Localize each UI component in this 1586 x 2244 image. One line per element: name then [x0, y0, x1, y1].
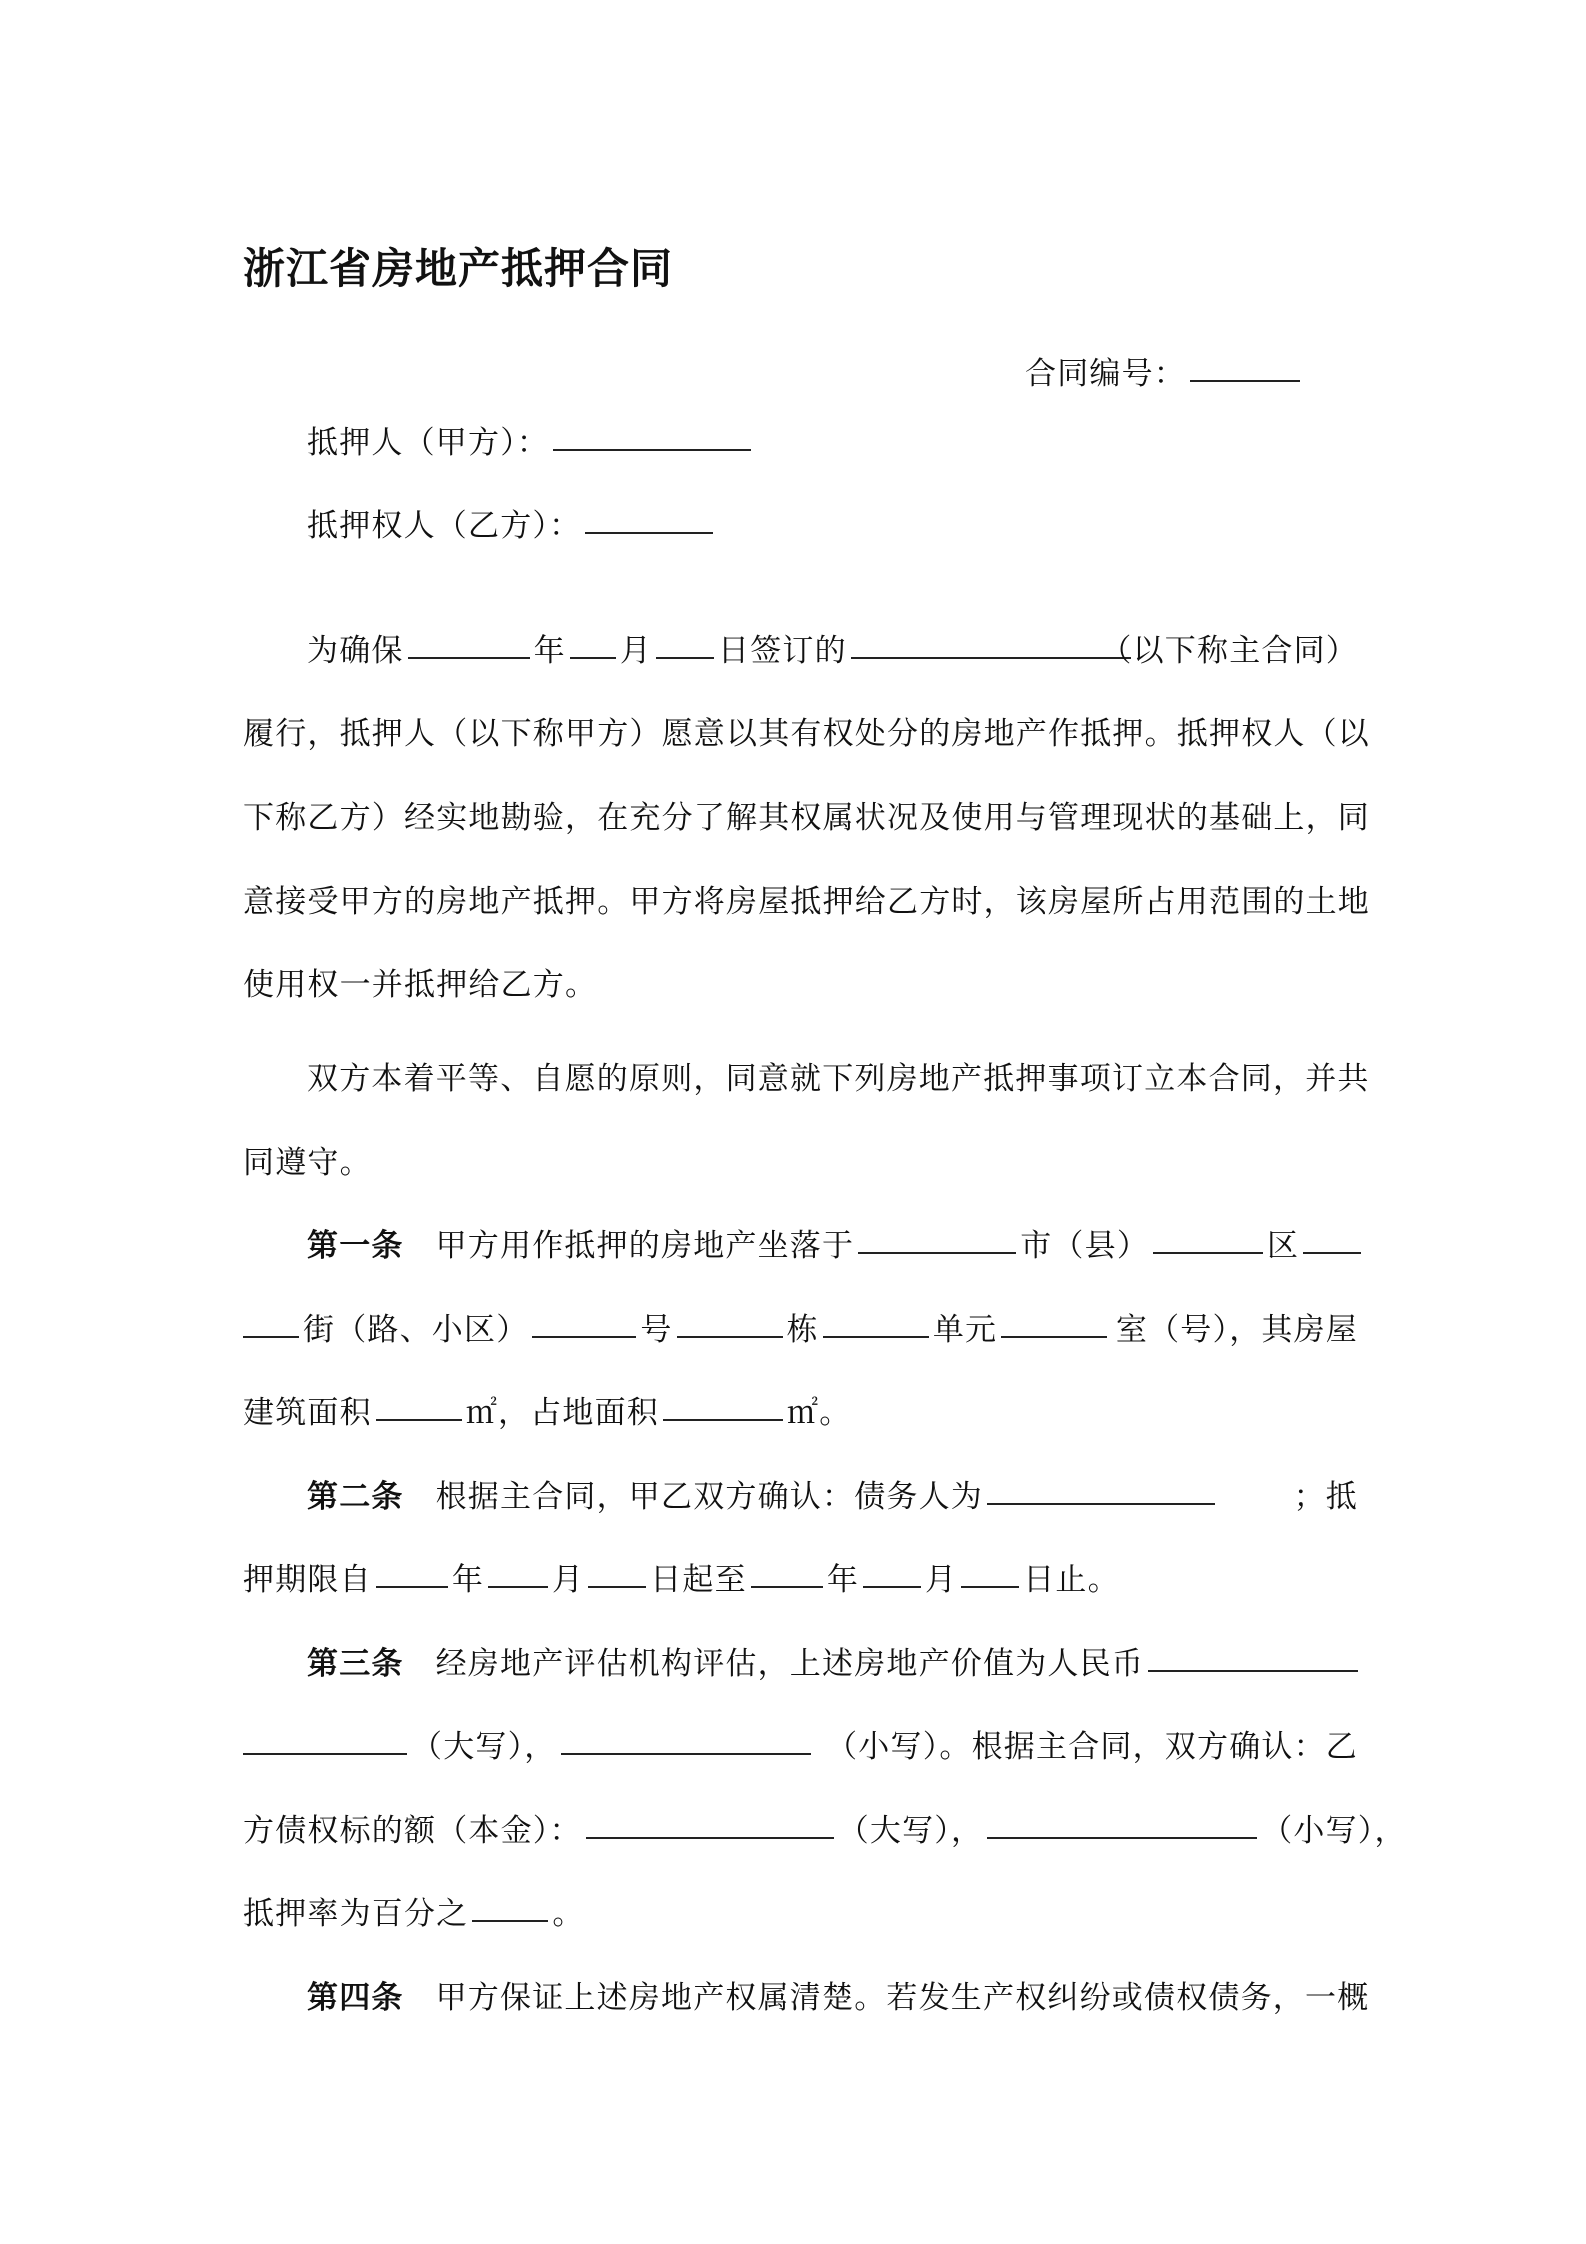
sign-month-blank[interactable]: [570, 633, 616, 659]
text-segment: 年: [533, 633, 566, 669]
para2-line1: 双方本着平等、自愿的原则，同意就下列房地产抵押事项订立本合同，并共: [307, 1061, 1370, 1097]
end-year-blank[interactable]: [751, 1562, 823, 1588]
text-segment: 年: [826, 1562, 860, 1598]
text-segment: 区: [1267, 1228, 1300, 1264]
district-blank[interactable]: [1153, 1228, 1263, 1254]
land-area-blank[interactable]: [663, 1395, 783, 1421]
mortgagee-label: 抵押权人（乙方）：: [307, 508, 582, 544]
text-segment: 押期限自: [243, 1562, 372, 1598]
text-segment: 方债权标的额（本金）：: [243, 1813, 582, 1849]
text-segment: 栋: [786, 1312, 819, 1348]
para1-line3: 下称乙方）经实地勘验，在充分了解其权属状况及使用与管理现状的基础上，同: [243, 800, 1370, 836]
building-blank[interactable]: [677, 1312, 783, 1338]
text-segment: （小写），: [1261, 1813, 1407, 1849]
article-label: 第一条: [307, 1228, 404, 1264]
article3-line2: [243, 1705, 1358, 1789]
text-segment: 月: [552, 1562, 585, 1598]
value-lower-blank[interactable]: [561, 1729, 811, 1755]
end-day-blank[interactable]: [961, 1562, 1019, 1588]
text-segment: 甲方用作抵押的房地产坐落于: [435, 1228, 855, 1264]
text-segment: ㎡。: [787, 1395, 852, 1431]
article2-line1: [243, 1455, 1358, 1539]
principal-upper-blank[interactable]: [586, 1813, 834, 1839]
room-blank[interactable]: [1001, 1312, 1107, 1338]
unit-blank[interactable]: [823, 1312, 929, 1338]
floor-area-blank[interactable]: [376, 1395, 462, 1421]
text-segment: 为确保: [307, 633, 404, 669]
mortgagee-line: [243, 484, 1358, 568]
sign-year-blank[interactable]: [408, 633, 530, 659]
mortgage-rate-blank[interactable]: [472, 1896, 548, 1922]
article4-line1: [243, 1956, 1370, 2040]
para1-line5: 使用权一并抵押给乙方。: [243, 967, 598, 1003]
para2-line2: 同遵守。: [243, 1145, 372, 1181]
main-contract-blank[interactable]: [851, 633, 1131, 659]
article3-line1: [243, 1622, 1358, 1706]
contract-number-label: 合同编号：: [1025, 356, 1186, 392]
contract-number-blank[interactable]: [1190, 356, 1300, 382]
end-month-blank[interactable]: [863, 1562, 921, 1588]
document-title: 浙江省房地产抵押合同: [243, 244, 674, 293]
text-segment: 抵押率为百分之: [243, 1896, 469, 1932]
article3-line3: [243, 1789, 1407, 1873]
sign-day-blank[interactable]: [656, 633, 714, 659]
article2-line2: [243, 1538, 1358, 1622]
mortgagor-blank[interactable]: [553, 425, 751, 451]
text-segment: 日止。: [1023, 1562, 1120, 1598]
article-label: 第四条: [307, 1980, 404, 2016]
mortgagor-line: [243, 401, 1358, 485]
para1-line1: [243, 609, 1358, 693]
text-segment: 月: [925, 1562, 958, 1598]
mortgagor-label: 抵押人（甲方）：: [307, 425, 550, 461]
text-segment: ㎡，占地面积: [465, 1395, 660, 1431]
para1-line4: 意接受甲方的房地产抵押。甲方将房屋抵押给乙方时，该房屋所占用范围的土地: [243, 884, 1370, 920]
text-segment: 年: [451, 1562, 485, 1598]
text-segment: （小写）。根据主合同，双方确认：乙: [826, 1729, 1358, 1765]
text-segment: 建筑面积: [243, 1395, 372, 1431]
article1-line3: [243, 1371, 1358, 1455]
number-blank[interactable]: [532, 1312, 636, 1338]
city-blank[interactable]: [858, 1228, 1016, 1254]
text-segment: 甲方保证上述房地产权属清楚。若发生产权纠纷或债权债务，一概: [435, 1980, 1370, 2016]
text-segment: （以下称主合同）: [1100, 633, 1358, 669]
text-segment: 日起至: [650, 1562, 747, 1598]
text-segment: 根据主合同，甲乙双方确认：债务人为: [435, 1479, 984, 1515]
text-segment: 室（号），其房屋: [1115, 1312, 1358, 1348]
article-label: 第二条: [307, 1479, 404, 1515]
start-month-blank[interactable]: [488, 1562, 548, 1588]
text-segment: 。: [552, 1896, 585, 1932]
article3-line4: [243, 1872, 1358, 1956]
text-segment: ；抵: [1293, 1479, 1358, 1515]
street-blank-a[interactable]: [1303, 1228, 1361, 1254]
text-segment: 街（路、小区）: [303, 1312, 529, 1348]
start-day-blank[interactable]: [588, 1562, 646, 1588]
debtor-blank[interactable]: [987, 1479, 1215, 1505]
value-upper-blank[interactable]: [243, 1729, 407, 1755]
text-segment: 经房地产评估机构评估，上述房地产价值为人民币: [435, 1646, 1145, 1682]
text-segment: （大写），: [837, 1813, 984, 1849]
start-year-blank[interactable]: [376, 1562, 448, 1588]
text-segment: 日签订的: [718, 633, 847, 669]
text-segment: 市（县）: [1020, 1228, 1150, 1264]
mortgagee-blank[interactable]: [585, 508, 713, 534]
article1-line1: [243, 1204, 1358, 1288]
article1-line2: [243, 1288, 1358, 1372]
text-segment: （大写），: [411, 1729, 557, 1765]
text-segment: 号: [640, 1312, 673, 1348]
article-label: 第三条: [307, 1646, 404, 1682]
street-blank-b[interactable]: [243, 1312, 299, 1338]
text-segment: 单元: [932, 1312, 998, 1348]
text-segment: 月: [619, 633, 653, 669]
para1-line2: 履行，抵押人（以下称甲方）愿意以其有权处分的房地产作抵押。抵押权人（以: [243, 716, 1370, 752]
value-blank-a[interactable]: [1148, 1646, 1358, 1672]
principal-lower-blank[interactable]: [987, 1813, 1257, 1839]
